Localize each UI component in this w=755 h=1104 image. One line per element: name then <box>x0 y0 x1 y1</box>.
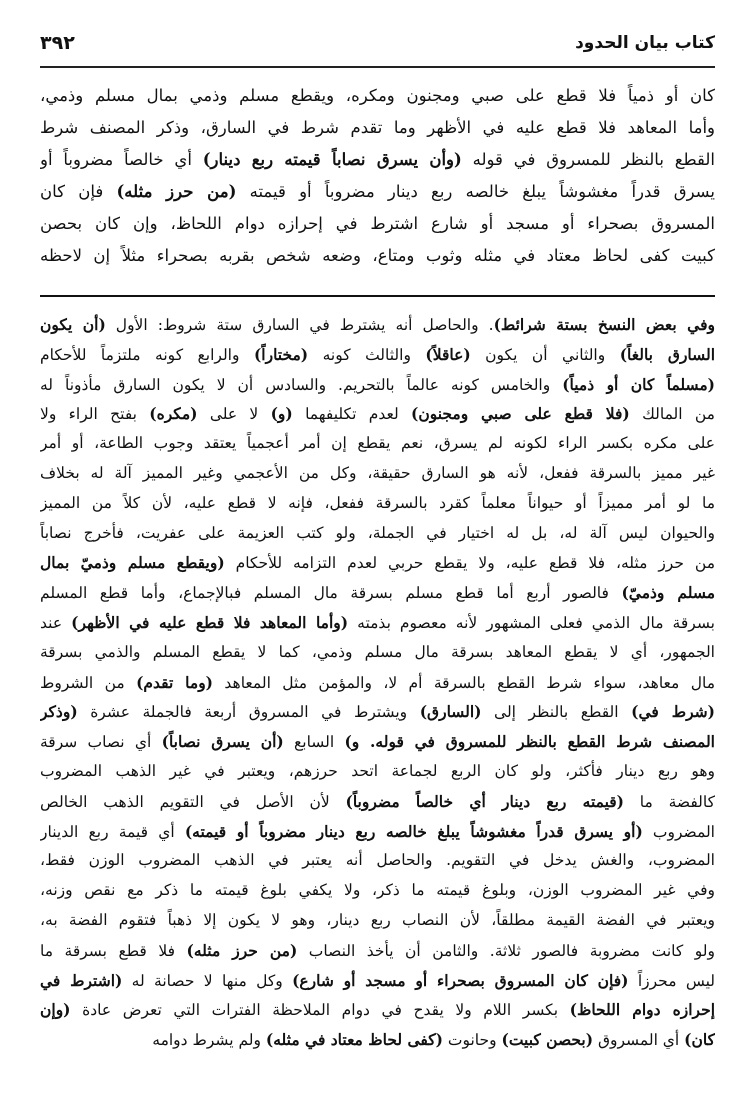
text-run: لا على <box>197 405 271 424</box>
commentary-line <box>40 727 715 757</box>
bold-quoted-text: (كفى لحاظ معتاد في مثله) <box>265 1030 443 1050</box>
text-run: مال معاهد، سواء شرط القطع بالسرقة أم لا، والمؤمن مثل المعاهد <box>213 673 715 692</box>
text-run: ليس محرزاً <box>628 971 715 990</box>
commentary-line <box>40 340 715 370</box>
text-run: كان أو ذمياً فلا قطع على صبي ومجنون ومكره، ويقطع مسلم وذمي بمال مسلم وذمي، <box>40 86 715 105</box>
commentary-line <box>40 936 715 966</box>
commentary-line <box>40 608 715 638</box>
text-run: أي قيمة ربع الدينار <box>40 822 185 841</box>
main_text-line <box>40 80 715 112</box>
bold-quoted-text: وفي بعض النسخ بستة شرائط) <box>493 315 715 334</box>
main_text-line <box>40 144 715 176</box>
text-run: بفتح الراء ولا <box>40 405 150 424</box>
bold-quoted-text: (وذكر <box>40 702 78 722</box>
text-run: عند <box>40 613 72 632</box>
bold-quoted-text: (شرط في) <box>631 702 715 722</box>
main_text-line <box>40 208 715 240</box>
bold-quoted-text: (وأما المعاهد فلا قطع عليه في الأظهر) <box>71 612 349 632</box>
header-rule <box>40 66 715 68</box>
text-run: كبيت كفى لحاظ معتاد في مثله وثوب ومتاع، وضعه شخص بقربه بصحراء مثلاً إن لاحظه <box>40 246 715 265</box>
bold-quoted-text: مسلم وذميّ) <box>621 583 715 603</box>
bold-quoted-text: كان) <box>684 1030 715 1050</box>
commentary-line <box>40 638 715 668</box>
commentary-line <box>40 846 715 876</box>
main-text-block <box>40 80 715 272</box>
bold-quoted-text: (أن يسرق نصاباً) <box>161 732 284 752</box>
commentary-line <box>40 995 715 1025</box>
commentary-line <box>40 697 715 727</box>
text-run: فالصور أربع أما قطع مسلم بسرقة مال المسلم فبالإجماع، وأما قطع المسلم <box>40 584 622 603</box>
text-run: من حرز مثله، فلا قطع عليه، ولا يقطع حربي لعدم التزامه للأحكام <box>224 554 715 573</box>
text-run: وفي غير المضروب الوزن، وبلوغ قيمته ما ذكر، ولا يكفي بلوغ قيمته ما ذكر مع نقص وزنه، <box>40 881 715 900</box>
text-run: السابع <box>283 733 345 752</box>
commentary-line <box>40 1025 715 1055</box>
commentary-line <box>40 757 715 787</box>
text-run: وهو ربع دينار فأكثر، ولو كان الربع لجماعة اتحد حرزهم، ويعتبر في غير الذهب المضروب <box>40 761 715 780</box>
bold-quoted-text: (قيمته ربع دينار أي خالصاً مضروباً) <box>345 791 625 811</box>
bold-quoted-text: (وما تقدم) <box>136 672 214 692</box>
text-run: أي المسروق <box>593 1031 685 1050</box>
text-run: يسرق قدراً مغشوشاً يبلغ خالصه ربع دينار مضروباً أو قيمته <box>236 182 715 201</box>
commentary-line <box>40 817 715 847</box>
bold-quoted-text: المصنف شرط القطع بالنظر للمسروق في قوله. و) <box>344 732 715 752</box>
text-run: والرابع كونه ملتزماً للأحكام <box>40 345 254 364</box>
bold-quoted-text: (مكره) <box>149 404 198 424</box>
commentary-line <box>40 310 715 340</box>
running-title: كتاب بيان الحدود <box>575 33 715 53</box>
bold-quoted-text: (وإن <box>40 1000 71 1020</box>
text-run: ولم يشرط دوامه <box>152 1031 266 1050</box>
text-run: من الشروط <box>40 673 137 692</box>
main_text-line <box>40 176 715 208</box>
bold-quoted-text: (السارق) <box>419 702 482 722</box>
commentary-line <box>40 370 715 400</box>
text-run: المضروب، والغش يدخل في التقويم. والحاصل أنه يعتبر في الذهب المضروب الوزن فقط، <box>40 851 715 870</box>
text-run: من المالك <box>629 405 715 424</box>
text-run: فلا قطع بسرقة ما <box>40 941 187 960</box>
bold-quoted-text: (أو يسرق قدراً مغشوشاً يبلغ خالصه ربع دينار مضروباً أو قيمته) <box>184 821 643 841</box>
text-run: القطع بالنظر للمسروق في قوله <box>461 150 715 169</box>
commentary-line <box>40 429 715 459</box>
text-run: غير مميز بالسرقة ففعل، لأنه هو السارق حقيقة، وكل من الأعجمي وغير المميز آلة له بخلاف <box>40 463 715 482</box>
bold-quoted-text: السارق بالغاً) <box>619 344 715 364</box>
text-run: المضروب <box>642 822 715 841</box>
text-run: على مكره بكسر الراء لكونه لم يسرق، نعم يقطع إن أمر أعجمياً يعتقد وجوب الطاعة، أو أمر <box>40 434 715 453</box>
commentary-line <box>40 459 715 489</box>
text-run: بكسر اللام ولا يقدح في دوام الملاحظة الفترات التي تعرض عادة <box>70 1001 570 1020</box>
page-header <box>40 28 715 58</box>
text-run: والخامس كونه عالماً بالتحريم. والسادس أن لا يكون السارق مأذوناً له <box>40 375 563 394</box>
text-run: وكل منها لا حصانة له <box>122 971 293 990</box>
commentary-line <box>40 399 715 429</box>
text-run: والثاني أن يكون <box>470 345 620 364</box>
text-run: . والحاصل أنه يشترط في السارق ستة شروط: الأول <box>105 316 494 334</box>
bold-quoted-text: (بحصن كبيت) <box>501 1030 594 1050</box>
text-run: والثالث كونه <box>308 345 426 364</box>
bold-quoted-text: إحرازه دوام اللحاظ) <box>569 1000 715 1020</box>
bold-quoted-text: (مختاراً) <box>253 344 309 364</box>
bold-quoted-text: (فإن كان المسروق بصحراء أو مسجد أو شارع) <box>292 970 629 990</box>
text-run: أي نصاب سرقة <box>40 733 162 752</box>
bold-quoted-text: (فلا قطع على صبي ومجنون) <box>410 404 630 424</box>
text-run: لعدم تكليفهما <box>292 405 411 424</box>
page-number: ٣٩٢ <box>40 32 75 54</box>
bold-quoted-text: (اشترط في <box>40 970 123 990</box>
text-run: وحانوت <box>442 1031 502 1050</box>
text-run: أي خالصاً مضروباً أو <box>40 150 203 169</box>
commentary-line <box>40 668 715 698</box>
text-run: كالفضة ما <box>624 792 715 811</box>
text-run: ويشترط في المسروق أربعة فالجملة عشرة <box>77 703 420 722</box>
text-run: وأما المعاهد فلا قطع عليه في الأظهر وما تقدم شرط في السارق، وذكر المصنف شرط <box>40 118 715 137</box>
commentary-line <box>40 489 715 519</box>
text-run: الجمهور، أي لا يقطع المعاهد بسرقة مال مسلم وذمي، كما لا يقطع المسلم والذمي بسرقة <box>40 642 715 661</box>
bold-quoted-text: (من حرز مثله) <box>116 182 237 201</box>
commentary-line <box>40 906 715 936</box>
main_text-line <box>40 240 715 272</box>
commentary-line <box>40 519 715 549</box>
main_text-line <box>40 112 715 144</box>
text-run: فإن كان <box>40 182 117 201</box>
footnote-separator <box>40 295 715 297</box>
text-run: بسرقة مال الذمي فعلى المشهور لأنه معصوم بذمته <box>348 613 715 632</box>
text-run: ما لو أمر مميزاً أو حيواناً معلماً كقرد بالسرقة ففعل، فإنه لا قطع عليه، لأن كلاً من المميز <box>40 493 715 512</box>
bold-quoted-text: (عاقلاً) <box>425 344 471 364</box>
commentary-line <box>40 548 715 578</box>
bold-quoted-text: (أن يكون <box>40 315 106 334</box>
text-run: المسروق بصحراء أو مسجد أو شارع اشترط في إحرازه دوام اللحاظ، وإن كان بحصن <box>40 214 715 233</box>
text-run: ولو كانت مضروبة فالصور ثلاثة. والثامن أن يأخذ النصاب <box>297 941 715 960</box>
commentary-line <box>40 876 715 906</box>
bold-quoted-text: (وأن يسرق نصاباً قيمته ربع دينار) <box>202 150 462 169</box>
text-run: لأن الأصل في التقويم الذهب الخالص <box>40 792 346 811</box>
text-run: القطع بالنظر إلى <box>481 703 632 722</box>
commentary-block <box>40 310 715 1055</box>
text-run: والحيوان ليس آلة له، بل له اختيار في الجملة، ولو كتب العزيمة على عفريت، فأخرج نصاباً <box>40 523 715 542</box>
bold-quoted-text: (ويقطع مسلم وذميّ بمال <box>40 553 225 573</box>
commentary-line <box>40 787 715 817</box>
bold-quoted-text: (من حرز مثله) <box>186 940 298 960</box>
commentary-line <box>40 578 715 608</box>
text-run: ويعتبر في الفضة القيمة مطلقاً، لأن النصاب ربع دينار، وهو لا يكون إلا ذهباً فتقوم الفضة به، <box>40 910 715 929</box>
commentary-line <box>40 966 715 996</box>
bold-quoted-text: (و) <box>270 404 293 424</box>
bold-quoted-text: (مسلماً كان أو ذمياً) <box>562 374 715 394</box>
